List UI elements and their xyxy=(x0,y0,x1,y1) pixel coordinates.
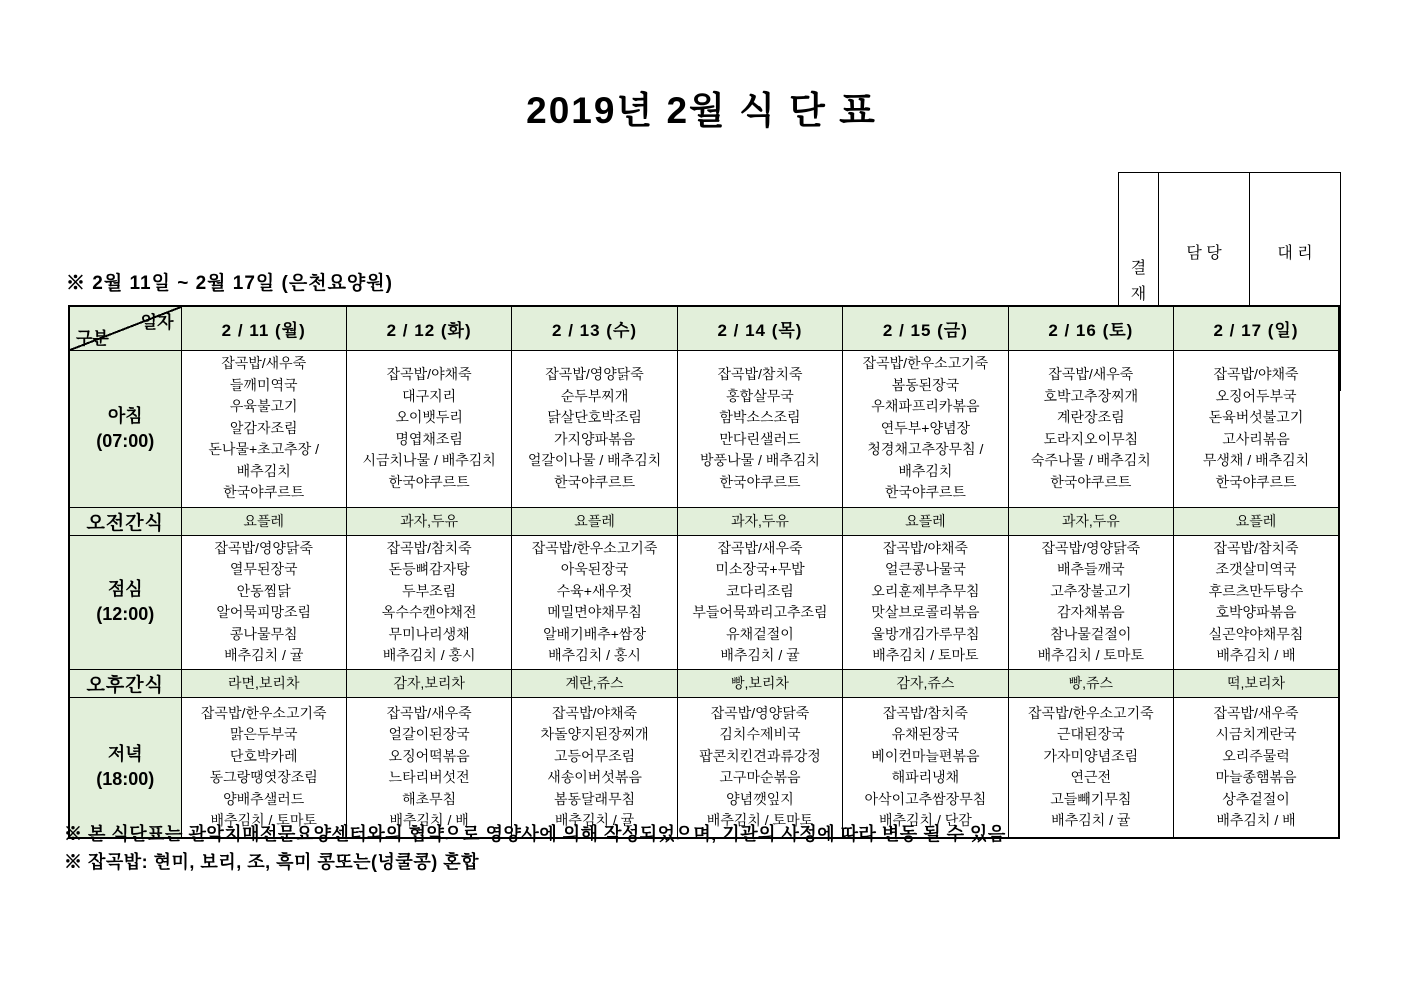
meal-name: 저녁 xyxy=(107,744,143,765)
menu-item: 방풍나물 / 배추김치 xyxy=(700,452,820,468)
menu-item: 잡곡밥/한우소고기죽 xyxy=(862,355,989,372)
row-label-meal xyxy=(69,697,181,838)
footnotes xyxy=(64,820,1006,876)
meal-cell xyxy=(843,535,1008,669)
menu-item: 잡곡밥/영양닭죽 xyxy=(1041,539,1141,556)
menu-item: 조갯살미역국 xyxy=(1215,561,1297,577)
menu-item: 봄동된장국 xyxy=(891,376,960,393)
footnote: ※ 본 식단표는 관악치매전문요양센터와의 협약으로 영양사에 의해 작성되었으며, 기관의 사정에 따라 변동 될 수 있음 xyxy=(64,824,1006,844)
meal-cell xyxy=(346,697,511,838)
menu-item: 알배기배추+쌈장 xyxy=(543,625,646,642)
menu-item: 해파리냉채 xyxy=(891,769,960,786)
menu-item: 돈육버섯불고기 xyxy=(1208,409,1304,425)
menu-item: 잡곡밥/참치죽 xyxy=(882,704,968,721)
menu-item: 고들빼기무침 xyxy=(1050,790,1132,807)
menu-table xyxy=(68,305,1340,839)
meal-cell xyxy=(346,535,511,669)
row-label-meal xyxy=(69,350,181,507)
menu-item: 배추김치 / 귤 xyxy=(554,812,635,829)
menu-item: 우육불고기 xyxy=(229,398,298,415)
menu-item: 잡곡밥/새우죽 xyxy=(1048,366,1134,382)
week-range-subtitle: ※ 2월 11일 ~ 2월 17일 (은천요양원) xyxy=(66,273,393,294)
menu-item: 팝콘치킨견과류강정 xyxy=(699,747,821,764)
snack-cell: 요플레 xyxy=(512,507,677,535)
menu-item: 고구마순볶음 xyxy=(719,769,801,786)
menu-item: 배추김치 xyxy=(898,462,953,479)
menu-item: 배추김치 / 토마토 xyxy=(1037,647,1144,663)
menu-item: 잡곡밥/새우죽 xyxy=(1213,704,1299,721)
menu-item: 수육+새우젓 xyxy=(556,582,633,599)
menu-item: 잡곡밥/새우죽 xyxy=(717,539,803,556)
corner-label-category: 구분 xyxy=(76,328,109,348)
snack-cell: 빵,쥬스 xyxy=(1008,669,1173,697)
day-header: 2 / 13 (수) xyxy=(512,306,677,350)
menu-item: 배추김치 / 토마토 xyxy=(210,812,317,829)
menu-item: 돈등뼈감자탕 xyxy=(388,561,470,577)
menu-item: 호박양파볶음 xyxy=(1215,604,1297,620)
menu-item: 참나물겉절이 xyxy=(1050,625,1132,642)
menu-item: 알어묵피망조림 xyxy=(216,604,312,620)
snack-cell: 과자,두유 xyxy=(346,507,511,535)
menu-item: 옥수수캔야채전 xyxy=(381,604,477,620)
menu-item: 연근전 xyxy=(1070,769,1112,786)
meal-cell xyxy=(1174,697,1339,838)
menu-item: 배추김치 / 귤 xyxy=(720,647,800,663)
snack-cell: 떡,보리차 xyxy=(1174,669,1339,697)
menu-item: 콩나물무침 xyxy=(229,625,298,642)
menu-item: 배추김치 / 토마토 xyxy=(872,647,979,663)
snack-cell: 요플레 xyxy=(1174,507,1339,535)
menu-item: 안동찜닭 xyxy=(236,582,291,599)
meal-cell xyxy=(512,697,677,838)
row-label-snack: 오후간식 xyxy=(69,669,181,697)
menu-item: 유채겉절이 xyxy=(726,625,794,642)
meal-cell xyxy=(677,697,842,838)
menu-item: 해초무침 xyxy=(402,790,457,807)
meal-cell xyxy=(1008,697,1173,838)
meal-cell xyxy=(512,350,677,507)
menu-item: 잡곡밥/한우소고기죽 xyxy=(200,704,327,721)
menu-item: 배추김치 / 홍시 xyxy=(382,647,476,663)
day-header: 2 / 14 (목) xyxy=(677,306,842,350)
menu-item: 양배추샐러드 xyxy=(223,790,305,807)
menu-item: 고등어무조림 xyxy=(553,747,636,764)
menu-item: 연두부+양념장 xyxy=(880,419,971,436)
meal-time: (12:00) xyxy=(96,604,155,624)
menu-item: 무미나리생채 xyxy=(388,625,470,642)
menu-item: 잡곡밥/야채죽 xyxy=(552,704,638,721)
meal-cell xyxy=(1008,350,1173,507)
meal-name: 점심 xyxy=(107,579,143,599)
meal-time: (07:00) xyxy=(96,430,155,451)
menu-item: 순두부찌개 xyxy=(560,387,629,404)
menu-item: 아욱된장국 xyxy=(560,561,629,577)
page-title: 2019년 2월 식 단 표 xyxy=(526,90,877,131)
menu-item: 오징어떡볶음 xyxy=(388,747,470,764)
menu-item: 배추김치 / 배 xyxy=(389,812,469,829)
menu-item: 한국야쿠르트 xyxy=(884,484,966,501)
meal-cell xyxy=(181,350,346,507)
meal-cell xyxy=(1174,535,1339,669)
meal-cell xyxy=(1008,535,1173,669)
meal-cell xyxy=(677,350,842,507)
menu-item: 한국야쿠르트 xyxy=(719,473,801,490)
meal-cell xyxy=(512,535,677,669)
menu-item: 배추김치 / 홍시 xyxy=(548,647,641,663)
menu-item: 들깨미역국 xyxy=(229,376,298,393)
menu-item: 김치수제비국 xyxy=(719,726,801,743)
snack-cell: 빵,보리차 xyxy=(677,669,842,697)
snack-cell: 계란,쥬스 xyxy=(512,669,677,697)
menu-item: 단호박카레 xyxy=(229,747,298,764)
menu-item: 무생채 / 배추김치 xyxy=(1202,452,1310,468)
menu-item: 유채된장국 xyxy=(891,726,960,743)
menu-item: 한국야쿠르트 xyxy=(223,484,305,501)
menu-item: 얼큰콩나물국 xyxy=(884,561,966,577)
menu-item: 고사리볶음 xyxy=(1222,430,1290,447)
menu-item: 차돌양지된장찌개 xyxy=(540,726,649,743)
menu-item: 부들어묵꽈리고추조림 xyxy=(692,604,828,620)
menu-item: 울방개김가루무침 xyxy=(871,625,980,642)
menu-item: 오징어두부국 xyxy=(1215,387,1297,404)
menu-item: 메밀면야채무침 xyxy=(547,604,642,620)
meal-cell xyxy=(843,697,1008,838)
menu-item: 알감자조림 xyxy=(229,419,298,436)
menu-item: 배추들깨국 xyxy=(1057,561,1125,577)
meal-name: 아침 xyxy=(107,405,143,426)
menu-item: 고추장불고기 xyxy=(1050,582,1132,599)
menu-item: 호박고추장찌개 xyxy=(1043,387,1139,404)
menu-table-body xyxy=(69,350,1339,838)
meal-time: (18:00) xyxy=(96,769,155,790)
snack-cell: 감자,보리차 xyxy=(346,669,511,697)
menu-item: 코다리조림 xyxy=(726,582,794,599)
menu-item: 잡곡밥/영양닭죽 xyxy=(214,539,313,556)
menu-item: 느타리버섯전 xyxy=(388,769,470,786)
menu-item: 숙주나물 / 배추김치 xyxy=(1030,452,1151,468)
snack-cell: 요플레 xyxy=(843,507,1008,535)
menu-item: 오리훈제부추무침 xyxy=(871,582,980,599)
menu-item: 감자채볶음 xyxy=(1057,604,1125,620)
menu-item: 배추김치 / 배 xyxy=(1216,647,1296,663)
meal-cell xyxy=(181,535,346,669)
menu-item: 베이컨마늘편볶음 xyxy=(871,747,980,764)
snack-cell: 과자,두유 xyxy=(677,507,842,535)
menu-item: 잡곡밥/영양닭죽 xyxy=(545,366,644,382)
meal-cell xyxy=(346,350,511,507)
menu-item: 오이뱃두리 xyxy=(395,409,463,425)
meal-cell xyxy=(677,535,842,669)
row-label-meal xyxy=(69,535,181,669)
menu-item: 만다린샐러드 xyxy=(719,430,801,447)
menu-item: 배추김치 xyxy=(236,462,291,479)
menu-item: 한국야쿠르트 xyxy=(553,473,636,490)
day-header: 2 / 17 (일) xyxy=(1174,306,1339,350)
row-label-snack: 오전간식 xyxy=(69,507,181,535)
menu-item: 새송이버섯볶음 xyxy=(547,769,642,786)
menu-item: 잡곡밥/영양닭죽 xyxy=(710,704,810,721)
menu-item: 배추김치 / 귤 xyxy=(224,647,304,663)
menu-item: 배추김치 / 단감 xyxy=(878,812,972,829)
menu-item: 명엽채조림 xyxy=(395,430,463,447)
menu-item: 상추겉절이 xyxy=(1222,790,1290,807)
menu-item: 실곤약야채무침 xyxy=(1208,625,1304,642)
menu-item: 시금치게란국 xyxy=(1215,726,1297,743)
menu-item: 열무된장국 xyxy=(229,561,298,577)
day-header: 2 / 11 (월) xyxy=(181,306,346,350)
menu-item: 배추김치 / 배 xyxy=(1216,812,1296,829)
corner-label-date: 일자 xyxy=(140,313,174,332)
menu-item: 후르츠만두탕수 xyxy=(1208,582,1304,599)
approval-stamp-char: 결 xyxy=(1130,259,1147,277)
menu-item: 봄동달래무침 xyxy=(553,790,636,807)
menu-item: 마늘종햄볶음 xyxy=(1215,769,1297,786)
menu-item: 잡곡밥/야채죽 xyxy=(1213,366,1299,382)
menu-item: 얼갈이된장국 xyxy=(388,726,470,743)
menu-item: 잡곡밥/야채죽 xyxy=(386,366,472,382)
menu-item: 잡곡밥/한우소고기죽 xyxy=(1028,704,1154,721)
snack-cell: 라면,보리차 xyxy=(181,669,346,697)
menu-item: 맛살브로콜리볶음 xyxy=(871,604,980,620)
menu-item: 잡곡밥/한우소고기죽 xyxy=(531,539,658,556)
snack-cell: 요플레 xyxy=(181,507,346,535)
menu-item: 얼갈이나물 / 배추김치 xyxy=(527,452,662,468)
approval-stamp-char: 재 xyxy=(1130,285,1147,303)
approval-column-deputy: 대 리 xyxy=(1250,173,1341,330)
menu-item: 시금치나물 / 배추김치 xyxy=(362,452,496,468)
menu-item: 홍합살무국 xyxy=(726,387,794,404)
menu-item: 잡곡밥/참치죽 xyxy=(386,539,472,556)
day-header: 2 / 12 (화) xyxy=(346,306,511,350)
menu-item: 한국야쿠르트 xyxy=(1215,473,1297,490)
menu-item: 돈나물+초고추장 / xyxy=(208,441,320,458)
menu-item: 닭살단호박조림 xyxy=(547,409,642,425)
menu-item: 도라지오이무침 xyxy=(1043,430,1139,447)
menu-item: 잡곡밥/참치죽 xyxy=(1213,539,1299,556)
menu-item: 대구지리 xyxy=(402,387,457,404)
approval-column-manager: 담 당 xyxy=(1159,173,1250,330)
menu-table-header xyxy=(69,306,1339,350)
menu-item: 양념깻잎지 xyxy=(726,790,794,807)
day-header: 2 / 15 (금) xyxy=(843,306,1008,350)
menu-item: 가자미양념조림 xyxy=(1043,747,1139,764)
menu-item: 계란장조림 xyxy=(1057,409,1125,425)
meal-cell xyxy=(181,697,346,838)
day-header: 2 / 16 (토) xyxy=(1008,306,1173,350)
menu-item: 한국야쿠르트 xyxy=(1050,473,1132,490)
menu-item: 아삭이고추쌈장무침 xyxy=(864,790,987,807)
menu-item: 근대된장국 xyxy=(1057,726,1125,743)
menu-item: 잡곡밥/야채죽 xyxy=(882,539,968,556)
menu-item: 한국야쿠르트 xyxy=(388,473,470,490)
snack-cell: 감자,쥬스 xyxy=(843,669,1008,697)
menu-item: 맑은두부국 xyxy=(229,726,298,743)
menu-item: 배추김치 / 귤 xyxy=(1051,812,1131,829)
meal-cell xyxy=(1174,350,1339,507)
menu-item: 잡곡밥/새우죽 xyxy=(386,704,472,721)
menu-item: 잡곡밥/참치죽 xyxy=(717,366,803,382)
footnote: ※ 잡곡밥: 현미, 보리, 조, 흑미 콩또는(넝쿨콩) 혼합 xyxy=(64,852,479,872)
menu-item: 오리주물럭 xyxy=(1222,747,1290,764)
menu-item: 동그랑땡엿장조림 xyxy=(209,769,318,786)
menu-item: 배추김치 / 토마토 xyxy=(706,812,814,829)
meal-cell xyxy=(843,350,1008,507)
snack-cell: 과자,두유 xyxy=(1008,507,1173,535)
corner-cell xyxy=(69,306,181,350)
menu-item: 잡곡밥/새우죽 xyxy=(221,355,307,372)
menu-item: 함박소스조림 xyxy=(719,409,801,425)
menu-item: 미소장국+무밥 xyxy=(715,561,805,577)
menu-item: 가지양파볶음 xyxy=(553,430,636,447)
menu-item: 두부조림 xyxy=(402,582,457,599)
menu-item: 우채파프리카볶음 xyxy=(871,398,980,415)
menu-item: 청경채고추장무침 / xyxy=(867,441,984,458)
